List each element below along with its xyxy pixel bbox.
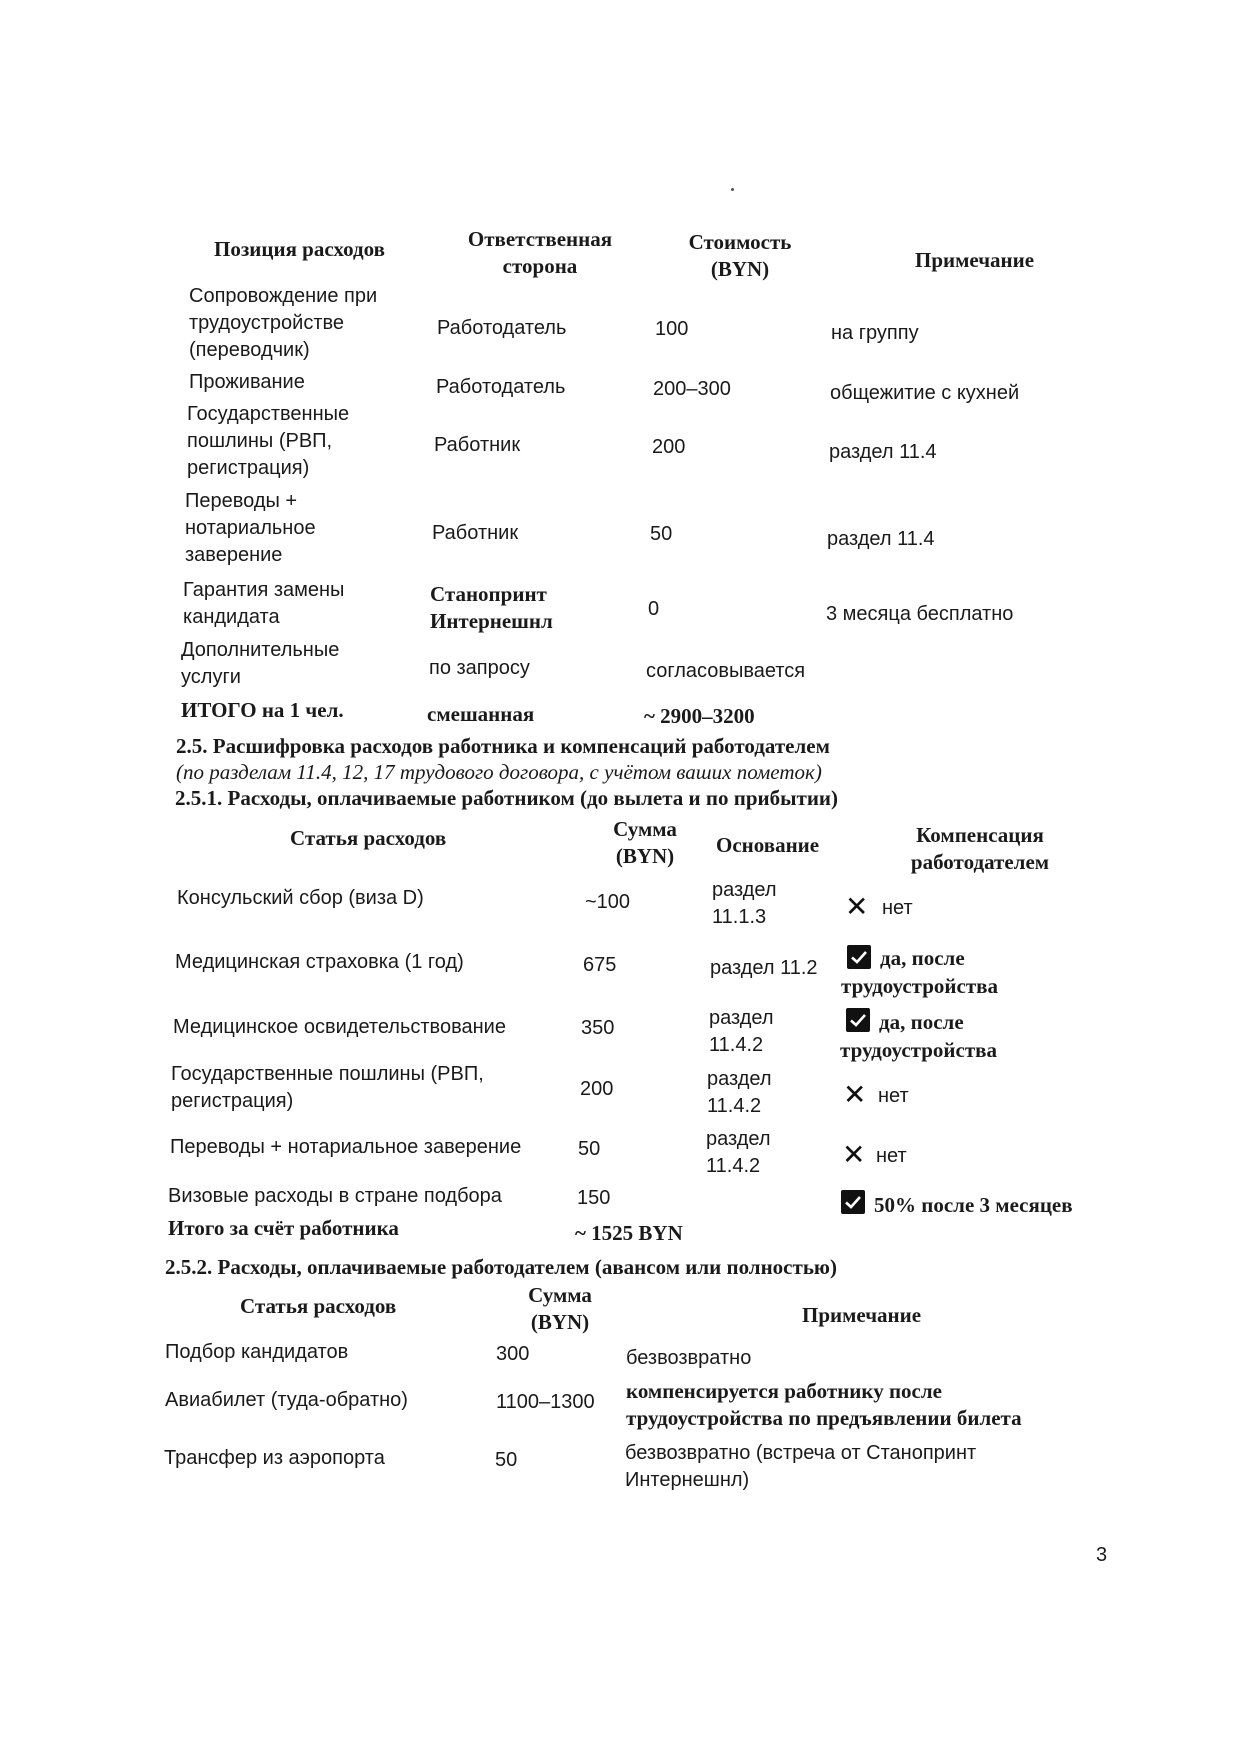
t2-sum: 200 xyxy=(580,1078,614,1100)
t1-cost: 200–300 xyxy=(653,378,731,400)
t2-header-comp-2: работодателем xyxy=(910,850,1050,874)
t2-basis: раздел xyxy=(706,1128,771,1150)
t1-item-line: Гарантия замены xyxy=(183,579,345,601)
t3-item: Авиабилет (туда-обратно) xyxy=(165,1389,408,1411)
t2-item: Переводы + нотариальное заверение xyxy=(170,1136,522,1158)
t1-cost: 200 xyxy=(652,436,686,458)
t1-item-line: Дополнительные xyxy=(181,639,340,661)
t1-party: по запросу xyxy=(429,657,530,679)
t3-note: трудоустройства по предъявлении билета xyxy=(626,1406,1022,1430)
t3-header-sum-1: Сумма xyxy=(528,1283,592,1307)
t2-comp: нет xyxy=(876,1145,907,1167)
t2-header-basis: Основание xyxy=(716,833,820,857)
t1-total-cost: ~ 2900–3200 xyxy=(644,704,755,728)
t2-comp: нет xyxy=(878,1085,909,1107)
section-2-5-title: 2.5. Расшифровка расходов работника и компенсаций работодателем xyxy=(176,734,830,758)
t1-party: Работодатель xyxy=(437,317,567,339)
t1-item-line: нотариальное xyxy=(185,517,316,539)
t3-note: Интернешнл) xyxy=(625,1469,750,1491)
t1-item-line: кандидата xyxy=(183,606,280,628)
t2-header-item: Статья расходов xyxy=(290,826,447,850)
t3-header-sum-2: (BYN) xyxy=(530,1310,590,1334)
t2-header-comp-1: Компенсация xyxy=(916,823,1044,847)
t2-comp: нет xyxy=(882,897,913,919)
x-icon: ✕ xyxy=(845,890,869,923)
section-2-5-1-title: 2.5.1. Расходы, оплачиваемые работником (до вылета и по прибытии) xyxy=(175,786,839,810)
t1-item-line: Государственные xyxy=(187,403,350,425)
t1-item-line: Переводы + xyxy=(185,490,298,512)
t1-party: Интернешнл xyxy=(430,609,553,633)
t1-total-label: ИТОГО на 1 чел. xyxy=(181,698,344,722)
t1-note: на группу xyxy=(831,322,919,344)
t2-sum: ~100 xyxy=(585,891,631,913)
t2-comp: 50% после 3 месяцев xyxy=(874,1193,1073,1217)
t2-basis: 11.4.2 xyxy=(707,1095,762,1117)
t1-item-line: услуги xyxy=(181,666,241,688)
t3-note: компенсируется работнику после xyxy=(626,1379,942,1403)
t2-item: Медицинское освидетельствование xyxy=(173,1016,506,1038)
t2-header-sum-2: (BYN) xyxy=(615,844,675,868)
section-2-5-subtitle: (по разделам 11.4, 12, 17 трудового договора, с учётом ваших пометок) xyxy=(176,760,822,784)
t2-sum: 50 xyxy=(578,1138,601,1160)
t2-comp: трудоустройства xyxy=(841,974,998,998)
t1-item-line: заверение xyxy=(185,544,283,566)
t2-sum: 675 xyxy=(583,954,617,976)
t2-total-label: Итого за счёт работника xyxy=(168,1216,399,1240)
t2-basis: раздел xyxy=(707,1068,772,1090)
t1-item-line: регистрация) xyxy=(187,457,310,479)
t1-item-line: Сопровождение при xyxy=(189,285,378,307)
t1-item-line: трудоустройстве xyxy=(189,312,344,334)
page-number: 3 xyxy=(1096,1544,1108,1566)
check-icon xyxy=(847,945,871,969)
t2-comp: да, после xyxy=(880,946,965,970)
t2-item: Медицинская страховка (1 год) xyxy=(175,951,464,973)
t1-total-party: смешанная xyxy=(427,702,535,726)
t3-item: Подбор кандидатов xyxy=(165,1341,349,1363)
t2-comp: трудоустройства xyxy=(840,1038,997,1062)
scan-speck xyxy=(731,188,734,191)
t1-header-position: Позиция расходов xyxy=(214,237,385,261)
t3-sum: 50 xyxy=(495,1449,518,1471)
t1-note: раздел 11.4 xyxy=(827,528,935,550)
check-icon xyxy=(841,1190,865,1214)
x-icon: ✕ xyxy=(843,1078,867,1111)
t1-header-responsible-1: Ответственная xyxy=(467,227,613,251)
t2-basis: 11.4.2 xyxy=(706,1155,761,1177)
t1-note: общежитие с кухней xyxy=(830,382,1020,404)
t1-item-line: Проживание xyxy=(189,371,305,393)
t3-sum: 300 xyxy=(496,1343,530,1365)
t1-cost: согласовывается xyxy=(646,660,806,682)
t2-sum: 350 xyxy=(581,1017,615,1039)
t1-cost: 0 xyxy=(648,598,660,620)
t2-item: Государственные пошлины (РВП, xyxy=(171,1063,484,1085)
t1-header-cost-1: Стоимость xyxy=(688,230,792,254)
t1-header-note: Примечание xyxy=(915,248,1035,272)
t1-party: Работник xyxy=(434,434,521,456)
t3-header-item: Статья расходов xyxy=(240,1294,397,1318)
t1-header-cost-2: (BYN) xyxy=(710,257,770,281)
t2-sum: 150 xyxy=(577,1187,611,1209)
t3-sum: 1100–1300 xyxy=(496,1391,595,1413)
t1-item-line: (переводчик) xyxy=(189,339,310,361)
t2-total-sum: ~ 1525 BYN xyxy=(575,1221,683,1245)
t1-note: раздел 11.4 xyxy=(829,441,937,463)
t2-basis: 11.4.2 xyxy=(709,1034,764,1056)
x-icon: ✕ xyxy=(842,1138,866,1171)
t2-basis: раздел 11.2 xyxy=(710,957,818,979)
t2-comp: да, после xyxy=(879,1010,964,1034)
t3-note: безвозвратно xyxy=(626,1347,752,1369)
t3-item: Трансфер из аэропорта xyxy=(164,1447,385,1469)
t2-basis: раздел xyxy=(709,1007,774,1029)
t1-header-responsible-2: сторона xyxy=(502,254,578,278)
t3-note: безвозвратно (встреча от Станопринт xyxy=(625,1442,977,1464)
t1-note: 3 месяца бесплатно xyxy=(826,603,1014,625)
t1-item-line: пошлины (РВП, xyxy=(187,430,333,452)
t2-item: регистрация) xyxy=(171,1090,294,1112)
t1-party: Работодатель xyxy=(436,376,566,398)
t1-party: Станопринт xyxy=(430,582,547,606)
t2-item: Визовые расходы в стране подбора xyxy=(168,1185,502,1207)
t1-party: Работник xyxy=(432,522,519,544)
t1-cost: 100 xyxy=(655,318,689,340)
t2-basis: раздел xyxy=(712,879,777,901)
t3-header-note: Примечание xyxy=(802,1303,922,1327)
t1-cost: 50 xyxy=(650,523,673,545)
section-2-5-2-title: 2.5.2. Расходы, оплачиваемые работодателем (авансом или полностью) xyxy=(165,1255,837,1279)
check-icon xyxy=(846,1008,870,1032)
t2-basis: 11.1.3 xyxy=(712,906,767,928)
t2-header-sum-1: Сумма xyxy=(613,817,677,841)
t2-item: Консульский сбор (виза D) xyxy=(177,887,424,909)
